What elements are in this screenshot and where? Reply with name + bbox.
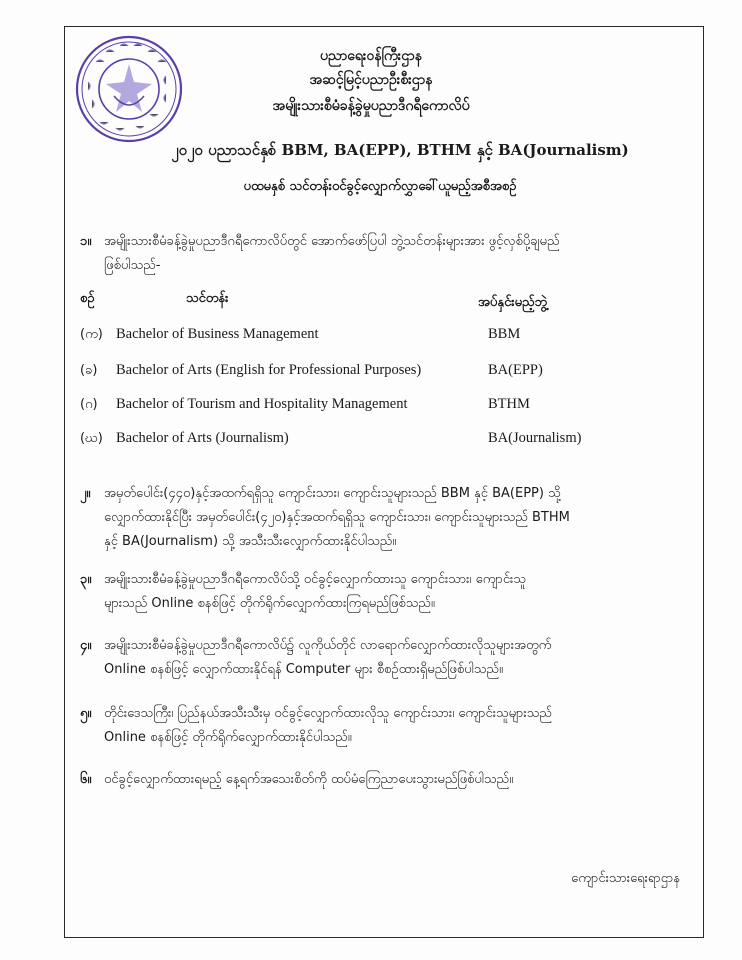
table-row — [80, 362, 660, 386]
table-row — [80, 326, 660, 350]
paragraph-1 — [80, 230, 660, 278]
course-name: Bachelor of Arts (Journalism) — [116, 430, 289, 446]
row-label: (က) — [80, 327, 103, 342]
paragraph-line: Online စနစ်ဖြင့် လျှောက်ထားနိုင်ရန် Computer များ စီစဉ်ထားရှိမည်ဖြစ်ပါသည်။ — [104, 662, 503, 677]
department-name: အဆင့်မြင့်ပညာဦးစီးဌာန — [309, 72, 433, 88]
paragraph-line: အမျိုးသားစီမံခန့်ခွဲမှုပညာဒီဂရီကောလိပ်သို့ ဝင်ခွင့်လျှောက်ထားသူ ကျောင်းသား၊ ကျောင်းသူ — [104, 572, 526, 587]
course-name: Bachelor of Tourism and Hospitality Management — [116, 396, 408, 412]
ministry-name: ပညာရေးဝန်ကြီးဌာန — [320, 48, 422, 64]
course-name: Bachelor of Business Management — [116, 326, 319, 342]
paragraph-line: များသည် Online စနစ်ဖြင့် တိုက်ရိုက်လျှောက်ထားကြရမည်ဖြစ်သည်။ — [104, 596, 435, 611]
paragraph-number: ၅။ — [80, 706, 92, 721]
paragraph-2 — [80, 482, 660, 554]
paragraph-4 — [80, 634, 660, 682]
degree-abbr: BTHM — [488, 396, 530, 412]
college-name: အမျိုးသားစီမံခန့်ခွဲမှုပညာဒီဂရီကောလိပ် — [272, 98, 470, 114]
paragraph-line: နှင့် BA(Journalism) သို့ အသီးသီးလျှောက်ထားနိုင်ပါသည်။ — [104, 534, 397, 549]
degree-abbr: BA(Journalism) — [488, 430, 582, 446]
row-label: (ဃ) — [80, 431, 103, 446]
paragraph-line: အမှတ်ပေါင်း(၄၄၀)နှင့်အထက်ရရှိသူ ကျောင်းသား၊ ကျောင်းသူများသည် BBM နှင့် BA(EPP) သို့ — [104, 486, 561, 501]
issuing-department: ကျောင်းသားရေးရာဌာန — [571, 871, 680, 886]
table-row — [80, 396, 660, 420]
page-subtitle: ပထမနှစ် သင်တန်းဝင်ခွင့်လျှောက်လွှာခေါ်ယူမည့်အစီအစဉ် — [243, 179, 517, 194]
paragraph-number: ၁။ — [80, 234, 92, 249]
paragraph-3 — [80, 568, 660, 616]
paragraph-line: အမျိုးသားစီမံခန့်ခွဲမှုပညာဒီဂရီကောလိပ်၌ လူကိုယ်တိုင် လာရောက်လျှောက်ထားလိုသူများအတွက် — [104, 638, 552, 653]
paragraph-number: ၂။ — [80, 486, 91, 501]
paragraph-6 — [80, 768, 660, 792]
row-label: (ခ) — [80, 363, 98, 378]
paragraph-number: ၆။ — [80, 772, 92, 787]
paragraph-line: လျှောက်ထားနိုင်ပြီး အမှတ်ပေါင်း(၄၂၀)နှင့်အထက်ရရှိသူ ကျောင်းသား၊ ကျောင်းသူများသည် BTHM — [104, 510, 570, 525]
page-title: ၂၀၂၀ ပညာသင်နှစ် BBM, BA(EPP), BTHM နှင့် BA(Journalism) — [171, 141, 629, 159]
degree-abbr: BA(EPP) — [488, 362, 543, 378]
paragraph-number: ၄။ — [80, 638, 92, 653]
table-row — [80, 430, 660, 454]
paragraph-line: ဖြစ်ပါသည်- — [104, 258, 161, 273]
degree-abbr: BBM — [488, 326, 521, 342]
col-header-course: သင်တန်း — [186, 291, 229, 306]
col-header-no: စဉ် — [80, 291, 95, 306]
col-header-degree: အပ်နှင်းမည့်ဘွဲ့ — [478, 295, 548, 310]
course-name: Bachelor of Arts (English for Professional Purposes) — [116, 362, 422, 378]
row-label: (ဂ) — [80, 397, 98, 412]
paragraph-5 — [80, 702, 660, 750]
paragraph-number: ၃။ — [80, 572, 92, 587]
paragraph-line: ဝင်ခွင့်လျှောက်ထားရမည့် နေ့ရက်အသေးစိတ်ကို ထပ်မံကြေညာပေးသွားမည်ဖြစ်ပါသည်။ — [104, 772, 514, 787]
paragraph-line: Online စနစ်ဖြင့် တိုက်ရိုက်လျှောက်ထားနိုင်ပါသည်။ — [104, 730, 352, 745]
paragraph-line: တိုင်းဒေသကြီး၊ ပြည်နယ်အသီးသီးမှ ဝင်ခွင့်လျှောက်ထားလိုသူ ကျောင်းသား၊ ကျောင်းသူများသည် — [104, 706, 552, 721]
paragraph-line: အမျိုးသားစီမံခန့်ခွဲမှုပညာဒီဂရီကောလိပ်တွင် အောက်ဖော်ပြပါ ဘွဲ့သင်တန်းများအား ဖွင့်လှစ်ပို့ချမည် — [104, 234, 560, 249]
